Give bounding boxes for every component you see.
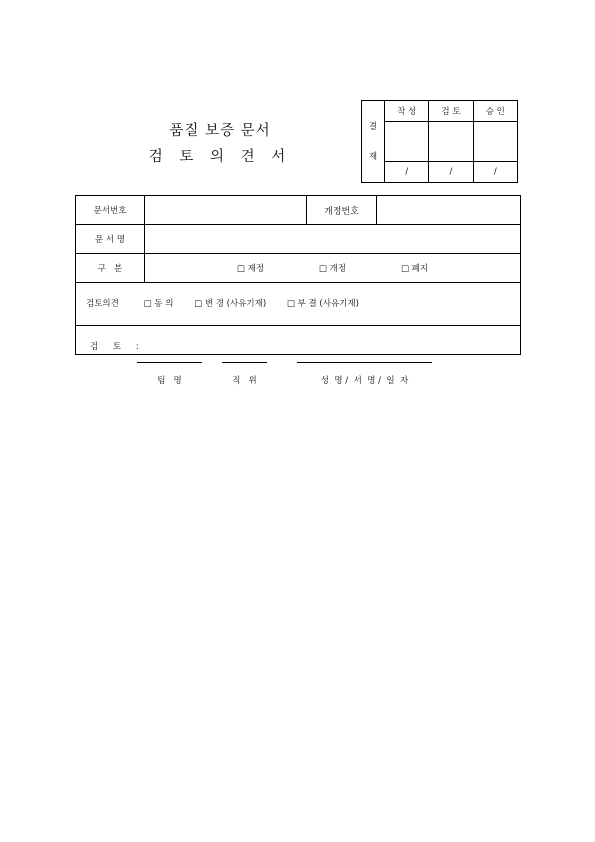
doc-name-field[interactable]	[145, 225, 521, 254]
approval-header-author: 작 성	[385, 101, 429, 122]
category-option-enact[interactable]: □ 제정	[236, 264, 265, 274]
team-name-caption: 팀 명	[157, 376, 182, 386]
revision-number-field[interactable]	[377, 196, 521, 225]
doc-number-field[interactable]	[145, 196, 307, 225]
approval-date-reviewer[interactable]: /	[429, 162, 473, 183]
approval-sign-author[interactable]	[385, 122, 429, 162]
position-caption: 직 위	[232, 376, 257, 386]
document-title-line2: 검 토 의 견 서	[148, 149, 292, 165]
category-option-revise[interactable]: □ 개정	[318, 264, 347, 274]
review-form-table	[75, 195, 521, 386]
revision-number-label: 개정번호	[307, 196, 377, 225]
approval-header-approver: 승 인	[473, 101, 517, 122]
doc-name-label: 문 서 명	[76, 225, 145, 254]
reviewer-sign-label: 검 토 :	[90, 342, 145, 352]
approval-header-reviewer: 검 토	[429, 101, 473, 122]
approval-side-label	[362, 101, 385, 183]
review-option-agree[interactable]: □ 동 의	[143, 299, 174, 309]
review-option-reject[interactable]: □ 부 결 (사유기재)	[286, 299, 359, 309]
approval-date-approver[interactable]: /	[473, 162, 517, 183]
name-sign-date-caption: 성 명 / 서 명 / 일 자	[320, 376, 409, 386]
review-opinion-label: 검토의견	[86, 299, 119, 309]
category-option-abolish[interactable]: □ 폐지	[400, 264, 429, 274]
name-sign-date-line[interactable]	[297, 362, 432, 363]
approval-side-top: 결	[368, 121, 378, 132]
document-title-line1: 품질 보증 문서	[169, 123, 271, 139]
approval-side-bottom: 재	[368, 151, 378, 162]
review-option-change[interactable]: □ 변 경 (사유기재)	[194, 299, 267, 309]
approval-sign-reviewer[interactable]	[429, 122, 473, 162]
category-options	[145, 254, 521, 283]
approval-date-author[interactable]: /	[385, 162, 429, 183]
doc-number-label: 문서번호	[76, 196, 145, 225]
position-line[interactable]	[222, 362, 267, 363]
approval-table	[361, 100, 518, 183]
review-opinion-area[interactable]	[76, 283, 521, 326]
reviewer-sign-area	[76, 326, 521, 386]
team-name-line[interactable]	[137, 362, 202, 363]
category-label: 구 분	[76, 254, 145, 283]
approval-sign-approver[interactable]	[473, 122, 517, 162]
